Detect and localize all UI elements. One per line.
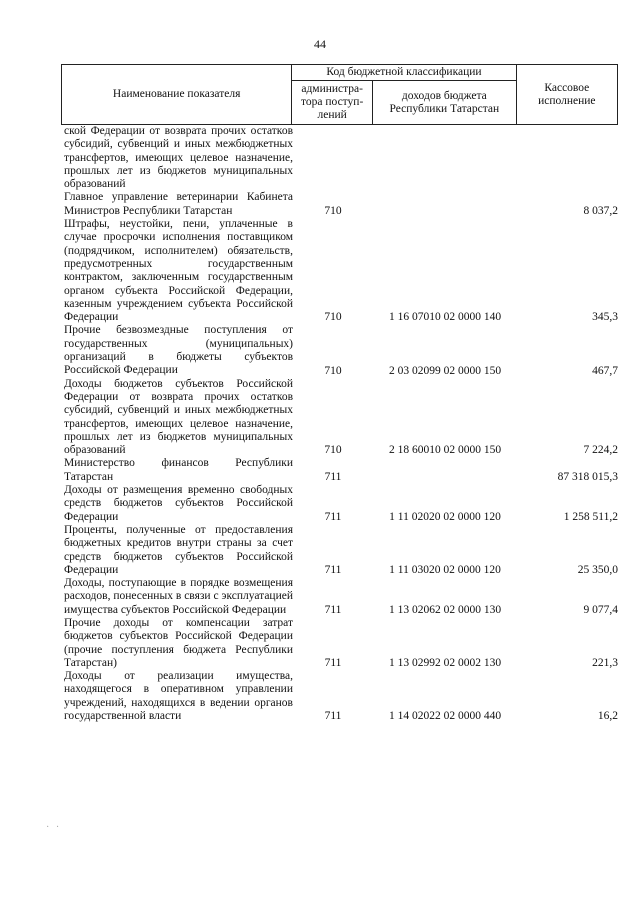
table-body <box>61 125 618 723</box>
row-amount: 25 350,0 <box>577 564 618 577</box>
table-row <box>61 218 618 324</box>
table-row <box>61 617 618 670</box>
row-admin-code: 710 <box>324 444 342 457</box>
row-name: Штрафы, неустойки, пени, уплаченные в случае просрочки исполнения поставщиком (подрядчиком, исполнителем) обязательств, предусмотренных государственным контрактом, заключенным государственным органом субъекта Российской Федерации, казенным учреждением субъекта Российской Федерации <box>64 218 293 324</box>
row-revenue-code: 1 13 02062 02 0000 130 <box>388 603 502 616</box>
row-admin-code: 711 <box>324 510 342 523</box>
row-revenue-code: 2 18 60010 02 0000 150 <box>388 444 502 457</box>
row-amount: 16,2 <box>597 710 618 723</box>
table-row <box>61 378 618 458</box>
row-name: Доходы бюджетов субъектов Российской Федерации от возврата прочих остатков субсидий, субвенций и иных межбюджетных трансфертов, имеющих целевое назначение, прошлых лет из бюджетов муниципальных образований <box>64 377 293 457</box>
table-row <box>61 125 618 191</box>
row-name: Проценты, полученные от предоставления бюджетных кредитов внутри страны за счет средств бюджетов субъектов Российской Федерации <box>64 523 293 576</box>
table-row <box>61 191 618 218</box>
row-name: Доходы, поступающие в порядке возмещения расходов, понесенных в связи с эксплуатацией имущества субъектов Российской Федерации <box>64 577 293 616</box>
table-row <box>61 324 618 377</box>
row-amount: 87 318 015,3 <box>557 471 618 484</box>
row-revenue-code: 1 14 02022 02 0000 440 <box>388 710 502 723</box>
row-amount: 467,7 <box>592 364 618 377</box>
table-row <box>61 484 618 524</box>
row-revenue-code: 1 11 02020 02 0000 120 <box>389 510 501 523</box>
header-execution: Кассовое исполнение <box>516 65 617 125</box>
page-number: 44 <box>314 37 326 51</box>
row-name: ской Федерации от возврата прочих остатков субсидий, субвенций и иных межбюджетных трансфертов, имеющих целевое назначение, прошлых лет из бюджетов муниципальных образований <box>64 125 293 191</box>
row-admin-code: 711 <box>324 710 342 723</box>
row-revenue-code: 1 11 03020 02 0000 120 <box>389 564 501 577</box>
table-row <box>61 577 618 617</box>
row-name: Доходы от размещения временно свободных средств бюджетов субъектов Российской Федерации <box>64 484 293 523</box>
header-code-group: Код бюджетной классификации <box>292 65 516 81</box>
row-name: Прочие безвозмездные поступления от государственных (муниципальных) организаций в бюджеты субъектов Российской Федерации <box>64 324 293 377</box>
table-row <box>61 457 618 484</box>
row-admin-code: 711 <box>324 471 342 484</box>
header-admin: администра-тора поступ-лений <box>292 81 373 125</box>
row-amount: 345,3 <box>592 311 618 324</box>
row-admin-code: 710 <box>324 364 342 377</box>
row-admin-code: 710 <box>324 311 342 324</box>
row-revenue-code: 2 03 02099 02 0000 150 <box>388 364 502 377</box>
row-admin-code: 711 <box>324 564 342 577</box>
row-amount: 9 077,4 <box>583 603 618 616</box>
table-row <box>61 670 618 723</box>
row-amount: 7 224,2 <box>583 444 618 457</box>
table-row <box>61 524 618 577</box>
row-amount: 1 258 511,2 <box>563 510 618 523</box>
row-name: Прочие доходы от компенсации затрат бюджетов субъектов Российской Федерации (прочие поступления бюджета Республики Татарстан) <box>64 616 293 669</box>
row-admin-code: 710 <box>324 205 342 218</box>
row-amount: 8 037,2 <box>583 205 618 218</box>
row-admin-code: 711 <box>324 657 342 670</box>
row-name: Главное управление ветеринарии Кабинета Министров Республики Татарстан <box>64 191 293 217</box>
row-revenue-code: 1 13 02992 02 0002 130 <box>388 657 502 670</box>
header-name: Наименование показателя <box>62 65 292 125</box>
row-admin-code: 711 <box>324 603 342 616</box>
row-amount: 221,3 <box>592 657 618 670</box>
row-revenue-code: 1 16 07010 02 0000 140 <box>388 311 502 324</box>
table-header <box>61 64 618 125</box>
scan-mark: · · <box>46 822 62 833</box>
row-name: Министерство финансов Республики Татарстан <box>64 457 293 483</box>
header-revenue: доходов бюджета Республики Татарстан <box>373 81 517 125</box>
row-name: Доходы от реализации имущества, находящегося в оперативном управлении учреждений, находящихся в ведении органов государственной власти <box>64 670 293 723</box>
